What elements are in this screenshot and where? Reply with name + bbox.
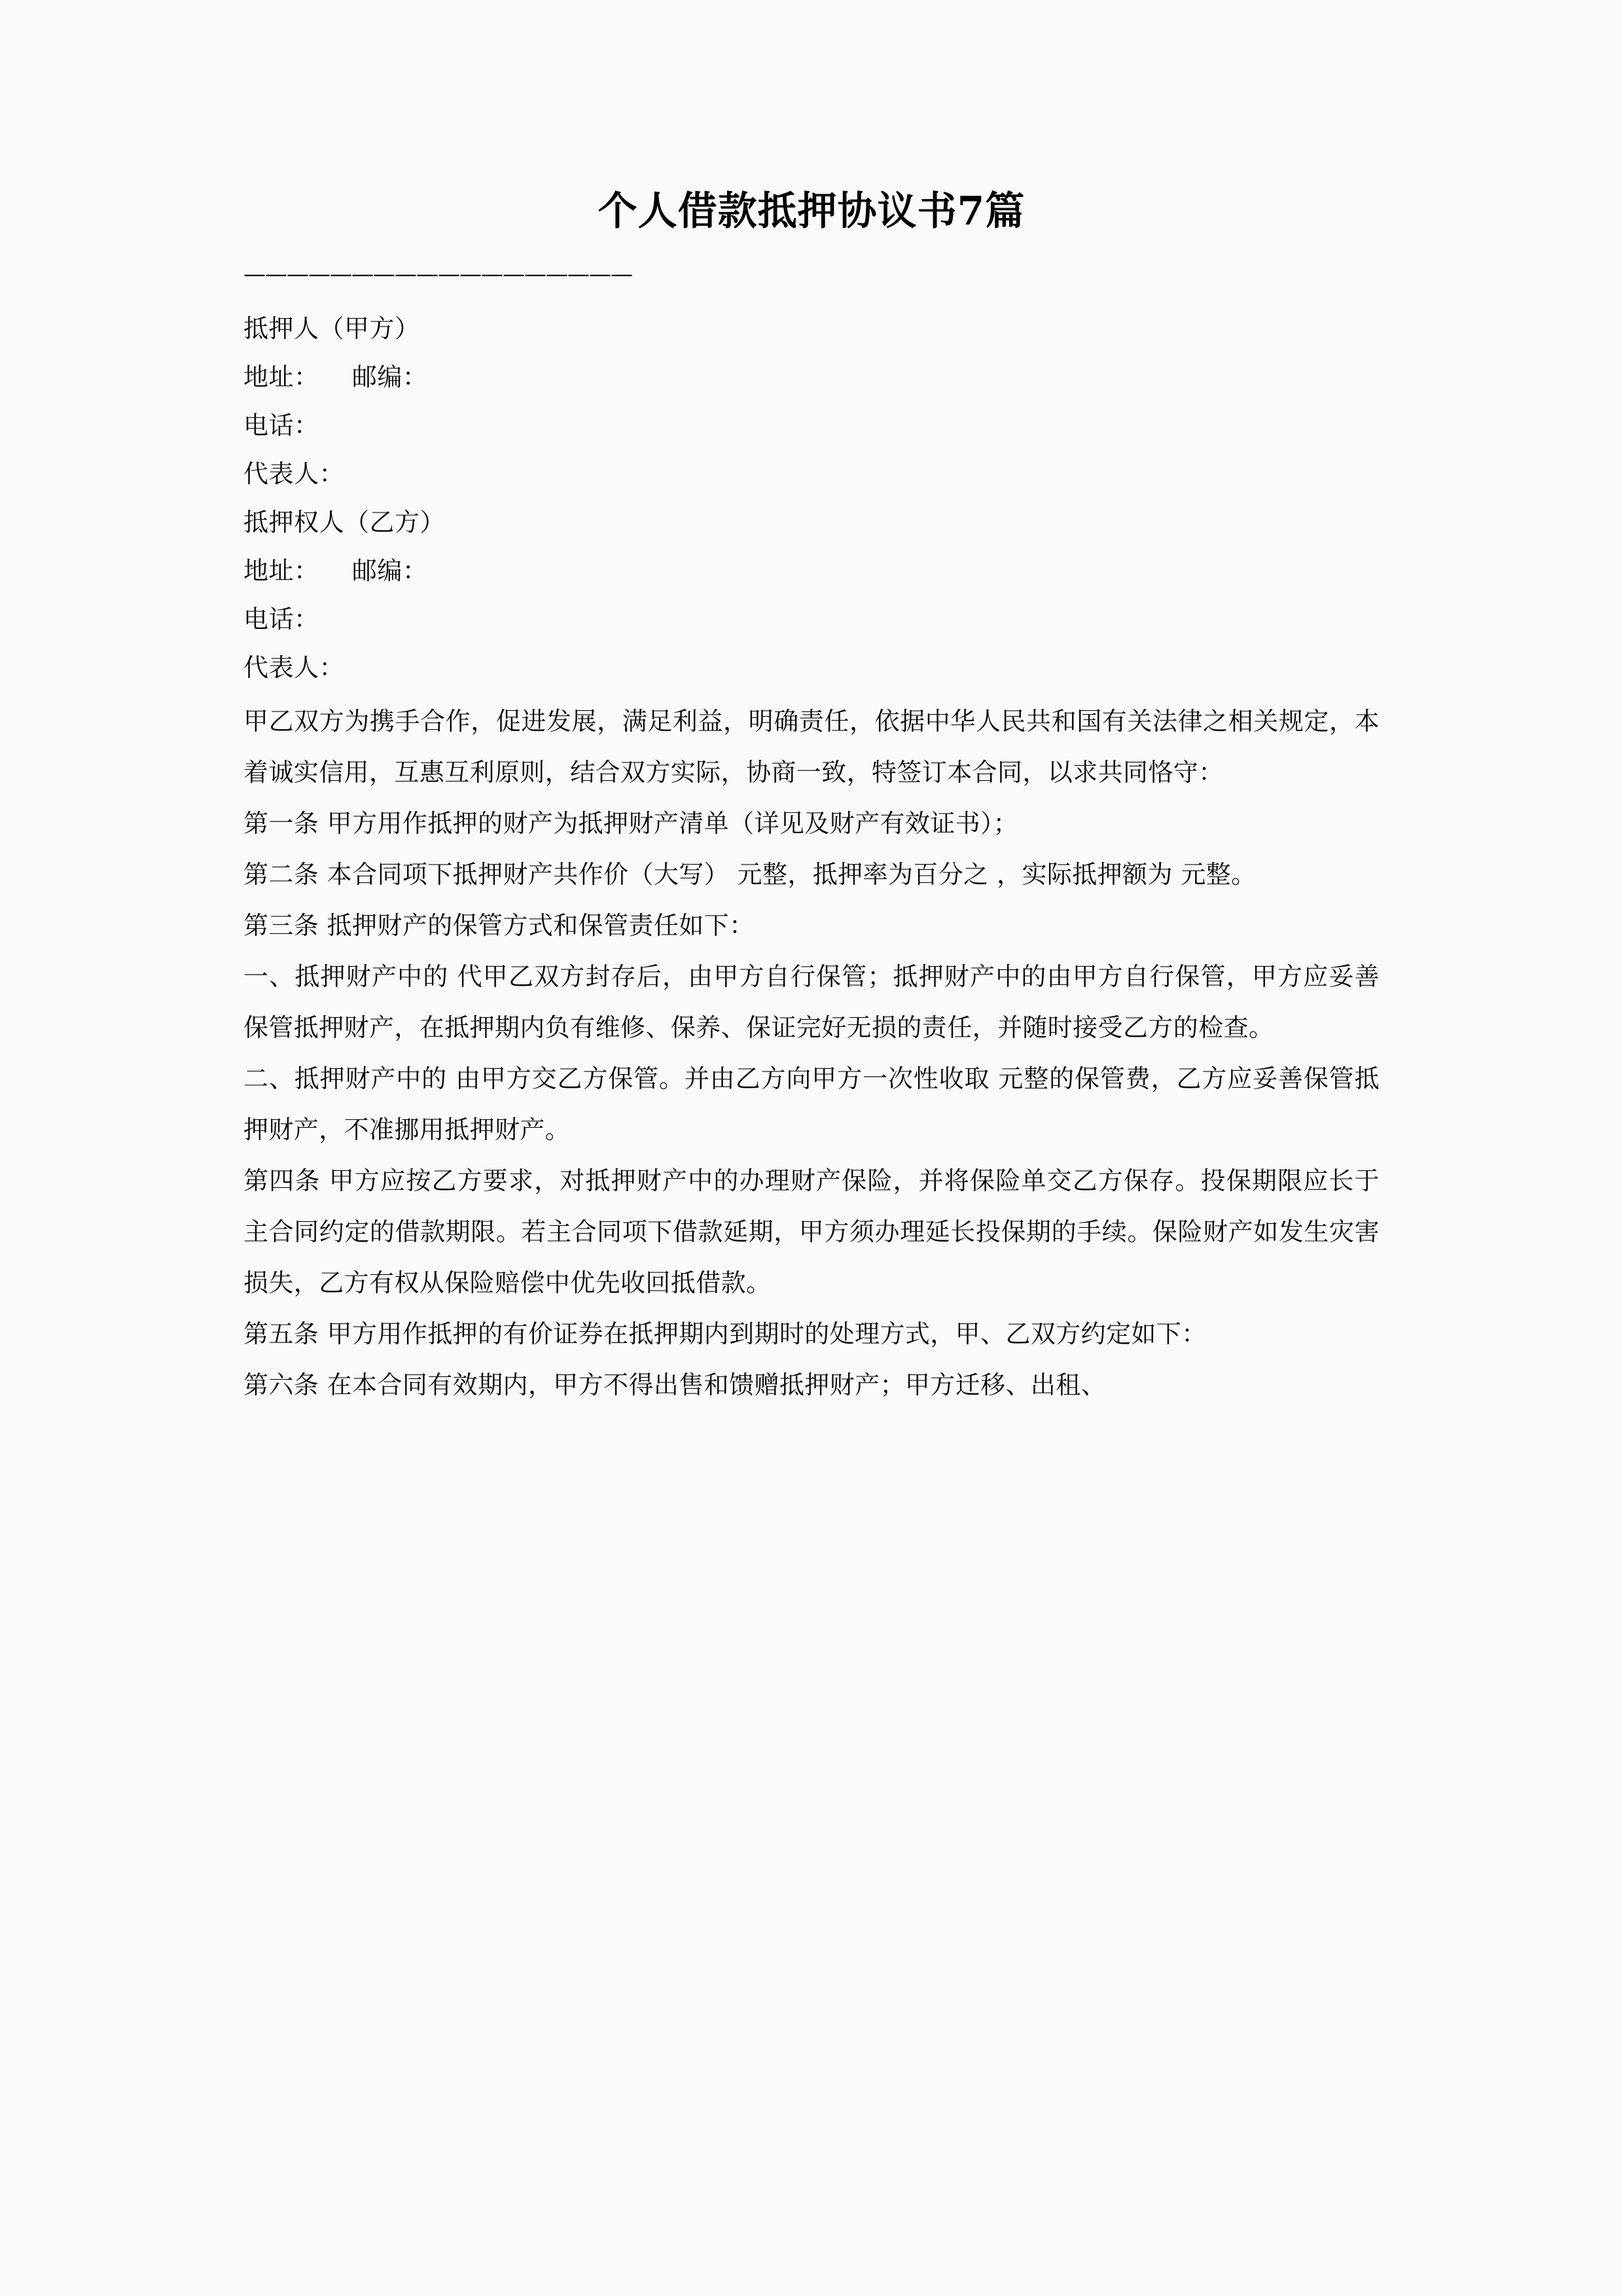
party-line-mortgagee-label: 抵押权人（乙方） xyxy=(243,508,446,537)
document-content xyxy=(243,0,1380,1410)
paragraph-article-5: 第五条 甲方用作抵押的有价证券在抵押期内到期时的处理方式，甲、乙双方约定如下： xyxy=(243,1319,1207,1348)
party-line-mortgagee-phone: 电话： xyxy=(243,605,319,634)
paragraph-article-4: 第四条 甲方应按乙方要求，对抵押财产中的办理财产保险，并将保险单交乙方保存。投保期限应长于主合同约定的借款期限。若主合同项下借款延期，甲方须办理延长投保期的手续。保险财产如发生灾害损失，乙方有权从保险赔偿中优先收回抵借款。 xyxy=(243,1166,1380,1297)
paragraph-article-2: 第二条 本合同项下抵押财产共作价（大写） 元整，抵押率为百分之 ，实际抵押额为 元整。 xyxy=(243,860,1257,889)
paragraph-article-1: 第一条 甲方用作抵押的财产为抵押财产清单（详见及财产有效证书）； xyxy=(243,809,1018,838)
party-line-mortgagor-label: 抵押人（甲方） xyxy=(243,314,420,343)
paragraph-article-6: 第六条 在本合同有效期内，甲方不得出售和馈赠抵押财产；甲方迁移、出租、 xyxy=(243,1371,1107,1399)
party-line-mortgagee-address: 地址： 邮编： xyxy=(243,556,428,585)
paragraph-article-3: 第三条 抵押财产的保管方式和保管责任如下： xyxy=(243,911,755,940)
contract-body xyxy=(243,696,1380,1410)
paragraph-article-3-item-2: 二、抵押财产中的 由甲方交乙方保管。并由乙方向甲方一次性收取 元整的保管费，乙方应妥善保管抵押财产，不准挪用抵押财产。 xyxy=(243,1064,1380,1144)
paragraph-preamble: 甲乙双方为携手合作，促进发展，满足利益，明确责任，依据中华人民共和国有关法律之相关规定，本着诚实信用，互惠互利原则，结合双方实际，协商一致，特签订本合同，以求共同恪守： xyxy=(243,707,1380,787)
party-line-mortgagor-address: 地址： 邮编： xyxy=(243,363,428,391)
party-line-mortgagor-phone: 电话： xyxy=(243,411,319,440)
party-line-mortgagee-rep: 代表人： xyxy=(243,653,345,682)
paragraph-article-3-item-1: 一、抵押财产中的 代甲乙双方封存后，由甲方自行保管；抵押财产中的由甲方自行保管，甲方应妥善保管抵押财产，在抵押期内负有维修、保养、保证完好无损的责任，并随时接受乙方的检查。 xyxy=(243,962,1380,1042)
party-information-block xyxy=(243,304,1380,692)
party-line-mortgagor-rep: 代表人： xyxy=(243,459,345,488)
page-title: 个人借款抵押协议书7篇 xyxy=(597,188,1026,234)
title-separator-rule: —————————————————— xyxy=(243,261,632,287)
